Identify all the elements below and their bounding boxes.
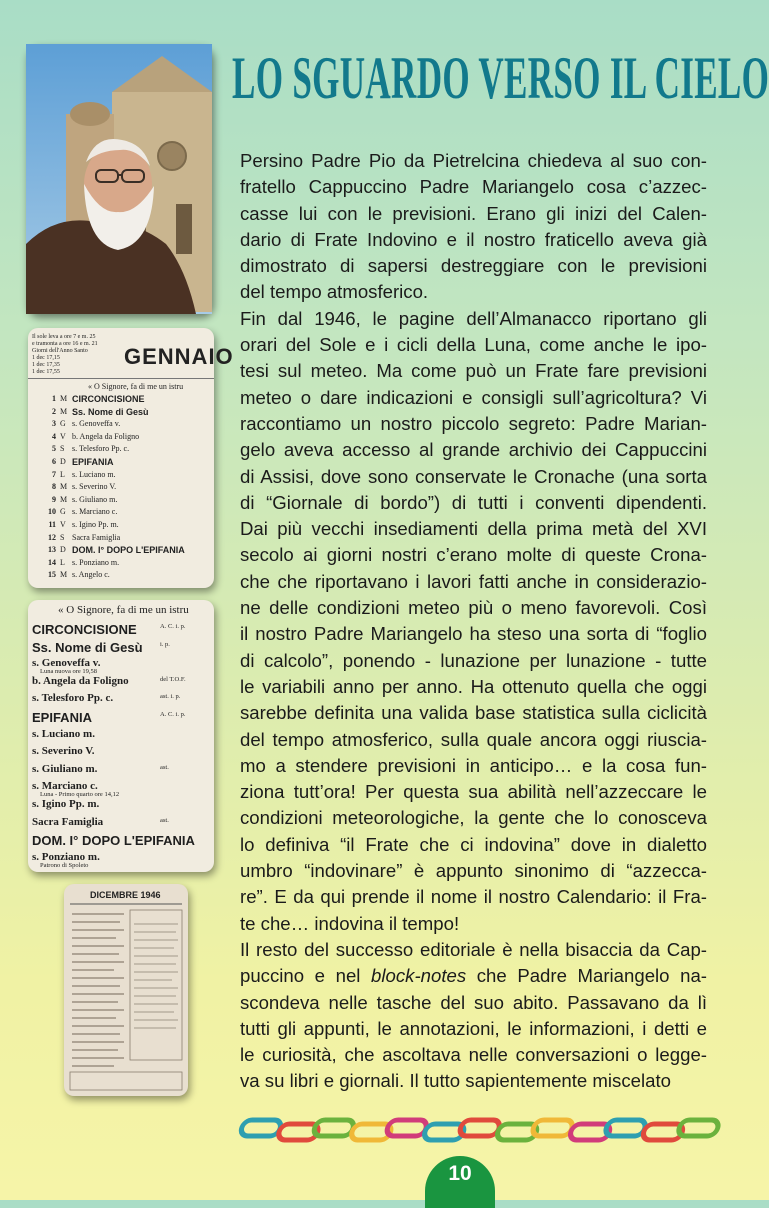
text-line: Persino Padre Pio da Pietrelcina chiedeva al suo con- — [240, 150, 707, 171]
calendar-entry: s. Marciano c. — [32, 780, 98, 793]
calendar-row — [28, 798, 214, 815]
calendar-entry: s. Giuliano m. — [32, 762, 98, 775]
calendar-note: Luna nuova ore 19,58 — [40, 668, 98, 676]
text-line: del tempo atmosferico. — [240, 281, 429, 303]
calendar-note: Luna - Primo quarto ore 14,12 — [40, 791, 120, 799]
calendar-row — [28, 745, 214, 762]
calendar-entry: s. Severino V. — [32, 745, 95, 758]
text-line: ne delle condizioni meteo più o meno favorevoli. Così — [240, 597, 707, 619]
text-line: che che riportavano i lavori fatti anche in considerazio- — [240, 570, 707, 592]
calendar-note: i. p. — [160, 640, 170, 648]
calendar-note: ast. i. p. — [160, 693, 181, 701]
text-line: mo a stendere previsioni in anticipo… e la cosa fun- — [240, 754, 707, 776]
calendar-day: 14 — [48, 557, 56, 567]
calendar-weekday: D — [60, 457, 66, 466]
calendar-weekday: V — [60, 520, 66, 529]
calendar-row — [28, 470, 214, 482]
paragraph — [240, 306, 707, 937]
page-title: LO SGUARDO VERSO IL CIELO — [232, 45, 769, 111]
calendar-row — [28, 833, 214, 850]
text-line: Dai più vecchi insediamenti della prima metà del XVI — [240, 518, 707, 540]
sun-line: 1 dec 17,35 — [32, 362, 60, 368]
text-line: scondeva nelle tasche del suo abito. Passavano da lì — [240, 991, 707, 1013]
calendar-row — [28, 457, 214, 469]
calendar-entry: EPIFANIA — [72, 457, 114, 467]
calendar-row — [28, 558, 214, 570]
calendar-day: 15 — [48, 570, 56, 580]
calendar-row — [28, 507, 214, 519]
calendar-entry: DOM. I° DOPO L'EPIFANIA — [32, 833, 195, 849]
calendar-weekday: S — [60, 444, 65, 454]
calendar-page-illustration — [64, 884, 188, 1096]
calendar-day: 7 — [52, 469, 56, 479]
calendar-row — [28, 657, 214, 674]
calendar-entry: Ss. Nome di Gesù — [72, 406, 149, 417]
calendar-row — [28, 482, 214, 494]
sun-line: Il sole leva a ore 7 e m. 25 — [32, 334, 96, 340]
calendar-weekday: G — [60, 419, 66, 429]
calendar-note: ast. — [160, 763, 169, 771]
calendar-entry: Sacra Famiglia — [32, 815, 104, 828]
text-line: umbro “indovinare” è appunto sinonimo di “azzecca- — [240, 860, 707, 882]
calendar-day: 5 — [52, 444, 56, 454]
calendar-day: 11 — [48, 520, 56, 529]
calendar-month: DICEMBRE 1946 — [90, 890, 161, 900]
text-line: fratello Cappuccino Padre Mariangelo cosa c’azzec- — [240, 176, 707, 198]
text-line: re”. E da qui prende il nome il nostro Calendario: il Fra- — [240, 886, 707, 908]
chain-link — [240, 1120, 283, 1136]
calendar-weekday: M — [60, 570, 68, 580]
text-line: ziona tutt’ora! Per questa sua abilità nell’azzeccare le — [240, 781, 707, 803]
text-line: dimostrato di sapersi destreggiare con le previsioni — [240, 255, 707, 277]
calendar-row — [28, 419, 214, 431]
text-line: di “Giornale di bordo”) di tutti i conventi dipendenti. — [240, 491, 707, 513]
calendar-weekday: L — [60, 469, 65, 479]
paragraph — [240, 148, 707, 306]
text-line: gelo aveva accesso al grande archivio dei Cappuccini — [240, 439, 707, 461]
calendar-row — [28, 545, 214, 557]
calendar-row — [28, 520, 214, 532]
text-line: le variabili anno per anno. Ha ottenuto quella che oggi — [240, 675, 707, 697]
calendar-day: 2 — [52, 406, 56, 416]
sun-line: Giorni dell'Anno Santo — [32, 348, 88, 354]
calendar-weekday: G — [60, 507, 66, 517]
calendar-weekday: L — [60, 557, 65, 567]
calendar-entry: s. Telesforo Pp. c. — [72, 444, 130, 454]
calendar-clipping-january — [28, 328, 234, 588]
text-line: di calcolo”, ponendo - lunazione per lunazione - tutte — [240, 649, 707, 671]
calendar-entry: EPIFANIA — [32, 710, 92, 725]
text-line: dario di Frate Indovino e il nostro fraticello aveva già — [240, 228, 707, 250]
sun-times — [32, 334, 98, 376]
calendar-entry: b. Angela da Foligno — [32, 674, 129, 687]
text-line: lo definiva “il Frate che ci indovina” dove in dialetto — [240, 833, 707, 855]
text-line: orari del Sole e i cicli della Luna, come anche le ipo- — [240, 334, 707, 356]
calendar-entry: s. Angelo c. — [72, 570, 110, 580]
text-line: meteo o dare indicazioni e consigli sull’agricoltura? Vi — [240, 386, 707, 408]
calendar-entry: s. Telesforo Pp. c. — [32, 692, 114, 705]
text-line: il nostro Padre Mariangelo ha steso una sorta di “foglio — [240, 623, 707, 645]
calendar-entry: s. Giuliano m. — [72, 494, 118, 504]
sun-line: 1 dec 17,15 — [32, 355, 60, 361]
calendar-row — [28, 432, 214, 444]
calendar-row — [28, 407, 214, 419]
calendar-row — [28, 692, 214, 709]
calendar-day: 9 — [52, 494, 56, 504]
text-line: sarebbe definita una valida base statistica sulla ciclicità — [240, 702, 707, 724]
calendar-day: 6 — [52, 457, 56, 466]
text-line: del tempo atmosferico, sulla quale ancora oggi riuscia- — [240, 728, 707, 750]
calendar-entry: CIRCONCISIONE — [72, 394, 145, 404]
calendar-row — [28, 394, 214, 406]
calendar-motto: « O Signore, fa di me un istru — [88, 382, 184, 391]
text-line: puccino e nel block-notes che Padre Mariangelo na- — [240, 965, 707, 987]
calendar-entry: s. Marciano c. — [72, 507, 118, 517]
text-line: di Assisi, dove sono conservate le Cronache (una sorta — [240, 465, 707, 487]
calendar-entry: s. Ponziano m. — [32, 850, 100, 863]
calendar-day: 3 — [52, 419, 56, 429]
text-line: Fin dal 1946, le pagine dell’Almanacco riportano gli — [240, 307, 707, 329]
calendar-entry: Ss. Nome di Gesù — [32, 639, 143, 655]
text-line: secolo ai giorni nostri c’erano molte di queste Crona- — [240, 544, 707, 566]
calendar-entry: s. Severino V. — [72, 482, 117, 492]
calendar-note: A. C. i. p. — [160, 623, 186, 630]
calendar-row — [28, 728, 214, 745]
friar-photo — [26, 44, 212, 314]
calendar-clipping-december — [64, 884, 188, 1096]
calendar-weekday: M — [60, 406, 68, 416]
calendar-weekday: S — [60, 532, 65, 542]
calendar-month: GENNAIO — [124, 344, 234, 369]
calendar-note: del T.O.F. — [160, 675, 186, 683]
calendar-day: 1 — [52, 394, 56, 403]
calendar-entry: s. Genoveffa v. — [32, 657, 101, 670]
text-line: raccontiamo un nostro piccolo segreto: Padre Marian- — [240, 412, 707, 434]
calendar-day: 8 — [52, 482, 56, 492]
calendar-entry: CIRCONCISIONE — [32, 622, 137, 637]
calendar-day: 13 — [48, 545, 56, 555]
calendar-weekday: D — [60, 545, 66, 555]
article-body — [240, 148, 707, 1095]
calendar-day: 12 — [48, 532, 56, 542]
calendar-day: 10 — [48, 507, 56, 517]
calendar-row — [28, 622, 214, 639]
calendar-row — [28, 533, 214, 545]
calendar-row — [28, 570, 214, 582]
calendar-day: 4 — [52, 431, 56, 441]
text-line: condizioni meteorologiche, la gente che lo conosceva — [240, 807, 707, 829]
calendar-row — [28, 495, 214, 507]
calendar-clipping-detail — [28, 600, 214, 872]
calendar-weekday: V — [60, 431, 66, 441]
calendar-entry: s. Igino Pp. m. — [32, 798, 100, 810]
calendar-weekday: M — [60, 394, 68, 403]
calendar-row — [28, 444, 214, 456]
calendar-note: Patrono di Spoleto — [40, 861, 89, 869]
calendar-entry: s. Luciano m. — [32, 727, 95, 740]
calendar-note: A. C. i. p. — [160, 711, 186, 718]
decorative-chain — [240, 1112, 714, 1148]
calendar-entry: s. Ponziano m. — [72, 557, 120, 567]
text-line: tesi sul meteo. Ma come può un Frate fare previsioni — [240, 360, 707, 382]
calendar-entry: s. Luciano m. — [72, 469, 116, 479]
calendar-note: ast. — [160, 816, 169, 824]
calendar-entry: DOM. I° DOPO L'EPIFANIA — [72, 545, 185, 556]
calendar-entry: Sacra Famiglia — [72, 532, 121, 542]
calendar-row — [28, 851, 214, 868]
calendar-row — [28, 640, 214, 657]
calendar-weekday: M — [60, 494, 68, 504]
page-number: 10 — [448, 1162, 472, 1185]
text-line: Il resto del successo editoriale è nella bisaccia da Cap- — [240, 938, 707, 960]
sun-line: e tramonta a ore 16 e m. 21 — [32, 341, 98, 347]
text-line: tutti gli appunti, le annotazioni, le informazioni, i detti e — [240, 1017, 707, 1039]
calendar-motto: « O Signore, fa di me un istru — [58, 604, 189, 616]
calendar-row — [28, 675, 214, 692]
calendar-weekday: M — [60, 482, 68, 492]
calendar-entry: s. Igino Pp. m. — [72, 520, 119, 529]
text-line: casse lui con le previsioni. Erano gli inizi del Calen- — [240, 202, 707, 224]
sun-line: 1 dec 17,55 — [32, 369, 60, 375]
paragraph — [240, 937, 707, 1095]
calendar-entry: b. Angela da Foligno — [72, 431, 140, 441]
calendar-row — [28, 780, 214, 797]
calendar-row — [28, 763, 214, 780]
calendar-row — [28, 816, 214, 833]
text-line: va su libri e giornali. Il tutto sapientemente miscelato — [240, 1070, 671, 1092]
text-line: te che… indovina il tempo! — [240, 912, 460, 934]
text-line: le curiosità, che ascoltava nelle conversazioni o legge- — [240, 1044, 707, 1066]
calendar-entry: s. Genoveffa v. — [72, 419, 121, 429]
calendar-row — [28, 710, 214, 727]
